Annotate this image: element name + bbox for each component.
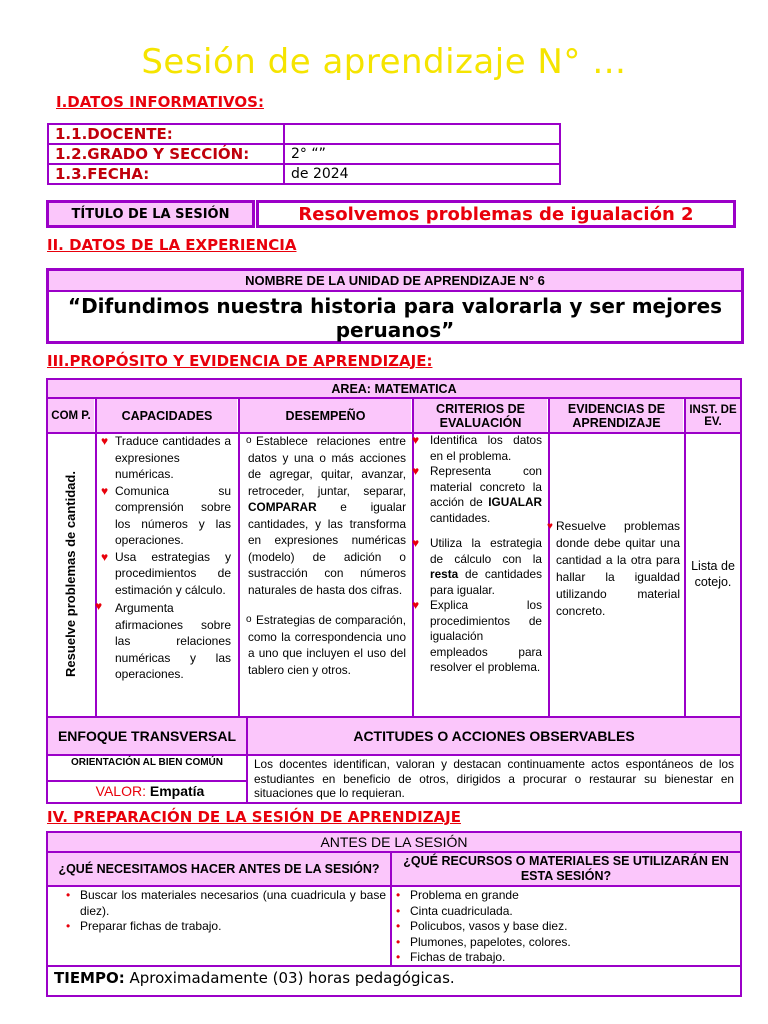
evidence: ♥ Resuelve problemas donde debe quitar una cantidad a la otra para hallar la igualdad utilizando material concreto. bbox=[547, 519, 680, 618]
col-instrumento: INST. DE EV. bbox=[686, 399, 740, 432]
col-capacidades: CAPACIDADES bbox=[97, 399, 237, 432]
info-row bbox=[48, 124, 560, 144]
prep-materials-list bbox=[394, 888, 734, 966]
info-value: 2° “” bbox=[284, 144, 560, 164]
page-title: Sesión de aprendizaje N° … bbox=[141, 42, 627, 82]
list-item: ♥ Argumenta afirmaciones sobre las relaciones numéricas y las operaciones. bbox=[95, 599, 231, 681]
list-item: • Cinta cuadriculada. bbox=[394, 904, 734, 920]
criteria-list bbox=[412, 433, 542, 676]
list-item: • Buscar los materiales necesarios (una cuadricula y base diez). bbox=[64, 888, 386, 919]
list-item: ♥ Identifica los datos en el problema. bbox=[412, 433, 542, 463]
list-item: ♥ Explica los procedimientos de igualación empleados para resolver el problema. bbox=[412, 598, 542, 674]
area-header: AREA: MATEMATICA bbox=[48, 380, 740, 397]
info-label: 1.2.GRADO Y SECCIÓN: bbox=[48, 144, 284, 164]
orientation: ORIENTACIÓN AL BIEN COMÚN bbox=[70, 757, 224, 768]
section-datos-informativos: I.DATOS INFORMATIVOS: bbox=[56, 93, 264, 111]
list-item: o Estrategias de comparación, como la correspondencia uno a uno que incluyen el uso del tablero cien y otros. bbox=[246, 613, 406, 677]
transversal-header: ENFOQUE TRANSVERSAL bbox=[48, 718, 246, 754]
list-item: ♥ Utiliza la estrategia de cálculo con la resta de cantidades para igualar. bbox=[412, 536, 542, 597]
col-evidencias: EVIDENCIAS DE APRENDIZAJE bbox=[550, 399, 683, 432]
list-item: ♥ Traduce cantidades a expresiones numéricas. bbox=[101, 434, 231, 481]
session-title-value: Resolvemos problemas de igualación 2 bbox=[256, 200, 736, 228]
competence-label: Resuelve problemas de cantidad. bbox=[63, 471, 78, 677]
col-comp: COM P. bbox=[48, 399, 94, 432]
list-item: ♥ Usa estrategias y procedimientos de estimación y cálculo. bbox=[101, 549, 231, 597]
transversal-description: Los docentes identifican, valoran y destacan continuamente actos espontáneos de los estudiantes en beneficio de otros, dirigidos a procurar o restaurar su bienestar en situaciones que lo requieran. bbox=[254, 757, 734, 800]
value-row: VALOR: Empatía bbox=[95, 783, 205, 799]
list-item: • Fichas de trabajo. bbox=[394, 950, 734, 966]
section-proposito: III.PROPÓSITO Y EVIDENCIA DE APRENDIZAJE: bbox=[47, 352, 433, 370]
info-row bbox=[48, 144, 560, 164]
prep-q2: ¿QUÉ RECURSOS O MATERIALES SE UTILIZARÁN EN ESTA SESIÓN? bbox=[392, 853, 740, 885]
list-item: • Problema en grande bbox=[394, 888, 734, 904]
unit-header: NOMBRE DE LA UNIDAD DE APRENDIZAJE N° 6 bbox=[49, 271, 741, 292]
unit-name: “Difundimos nuestra historia para valorarla y ser mejores peruanos” bbox=[67, 294, 723, 342]
info-row bbox=[48, 164, 560, 184]
section-datos-experiencia: II. DATOS DE LA EXPERIENCIA bbox=[47, 236, 297, 254]
unit-box bbox=[46, 268, 744, 344]
time-row: TIEMPO: Aproximadamente (03) horas pedagógicas. bbox=[54, 969, 455, 987]
prep-header: ANTES DE LA SESIÓN bbox=[48, 833, 740, 851]
list-item: • Policubos, vasos y base diez. bbox=[394, 919, 734, 935]
prep-q1: ¿QUÉ NECESITAMOS HACER ANTES DE LA SESIÓN? bbox=[48, 853, 390, 885]
info-value: de 2024 bbox=[284, 164, 560, 184]
capacities-list bbox=[95, 433, 231, 683]
section-preparacion: IV. PREPARACIÓN DE LA SESIÓN DE APRENDIZAJE bbox=[47, 808, 461, 826]
info-label: 1.3.FECHA: bbox=[48, 164, 284, 184]
performance-list bbox=[248, 433, 406, 678]
actions-header: ACTITUDES O ACCIONES OBSERVABLES bbox=[248, 718, 740, 754]
col-criterios: CRITERIOS DE EVALUACIÓN bbox=[414, 399, 547, 432]
list-item: • Preparar fichas de trabajo. bbox=[64, 919, 386, 935]
info-label: 1.1.DOCENTE: bbox=[48, 124, 284, 144]
list-item: • Plumones, papelotes, colores. bbox=[394, 935, 734, 951]
prep-todo-list bbox=[64, 888, 386, 935]
list-item: ♥ Representa con material concreto la acción de IGUALAR cantidades. bbox=[412, 464, 542, 525]
info-value bbox=[284, 124, 560, 144]
instrument: Lista de cotejo. bbox=[691, 559, 735, 589]
list-item: o Establece relaciones entre datos y una o más acciones de agregar, quitar, avanzar, retroceder, juntar, separar, COMPARAR e igualar cantidades, y las transforma en expresiones numéricas (modelo) de adición o sustracción con números naturales de hasta dos cifras. bbox=[246, 434, 406, 597]
info-table bbox=[47, 123, 561, 185]
col-desempeno: DESEMPEÑO bbox=[240, 399, 411, 432]
list-item: ♥ Comunica su comprensión sobre los números y las operaciones. bbox=[101, 483, 231, 547]
session-title-label: TÍTULO DE LA SESIÓN bbox=[46, 200, 255, 228]
